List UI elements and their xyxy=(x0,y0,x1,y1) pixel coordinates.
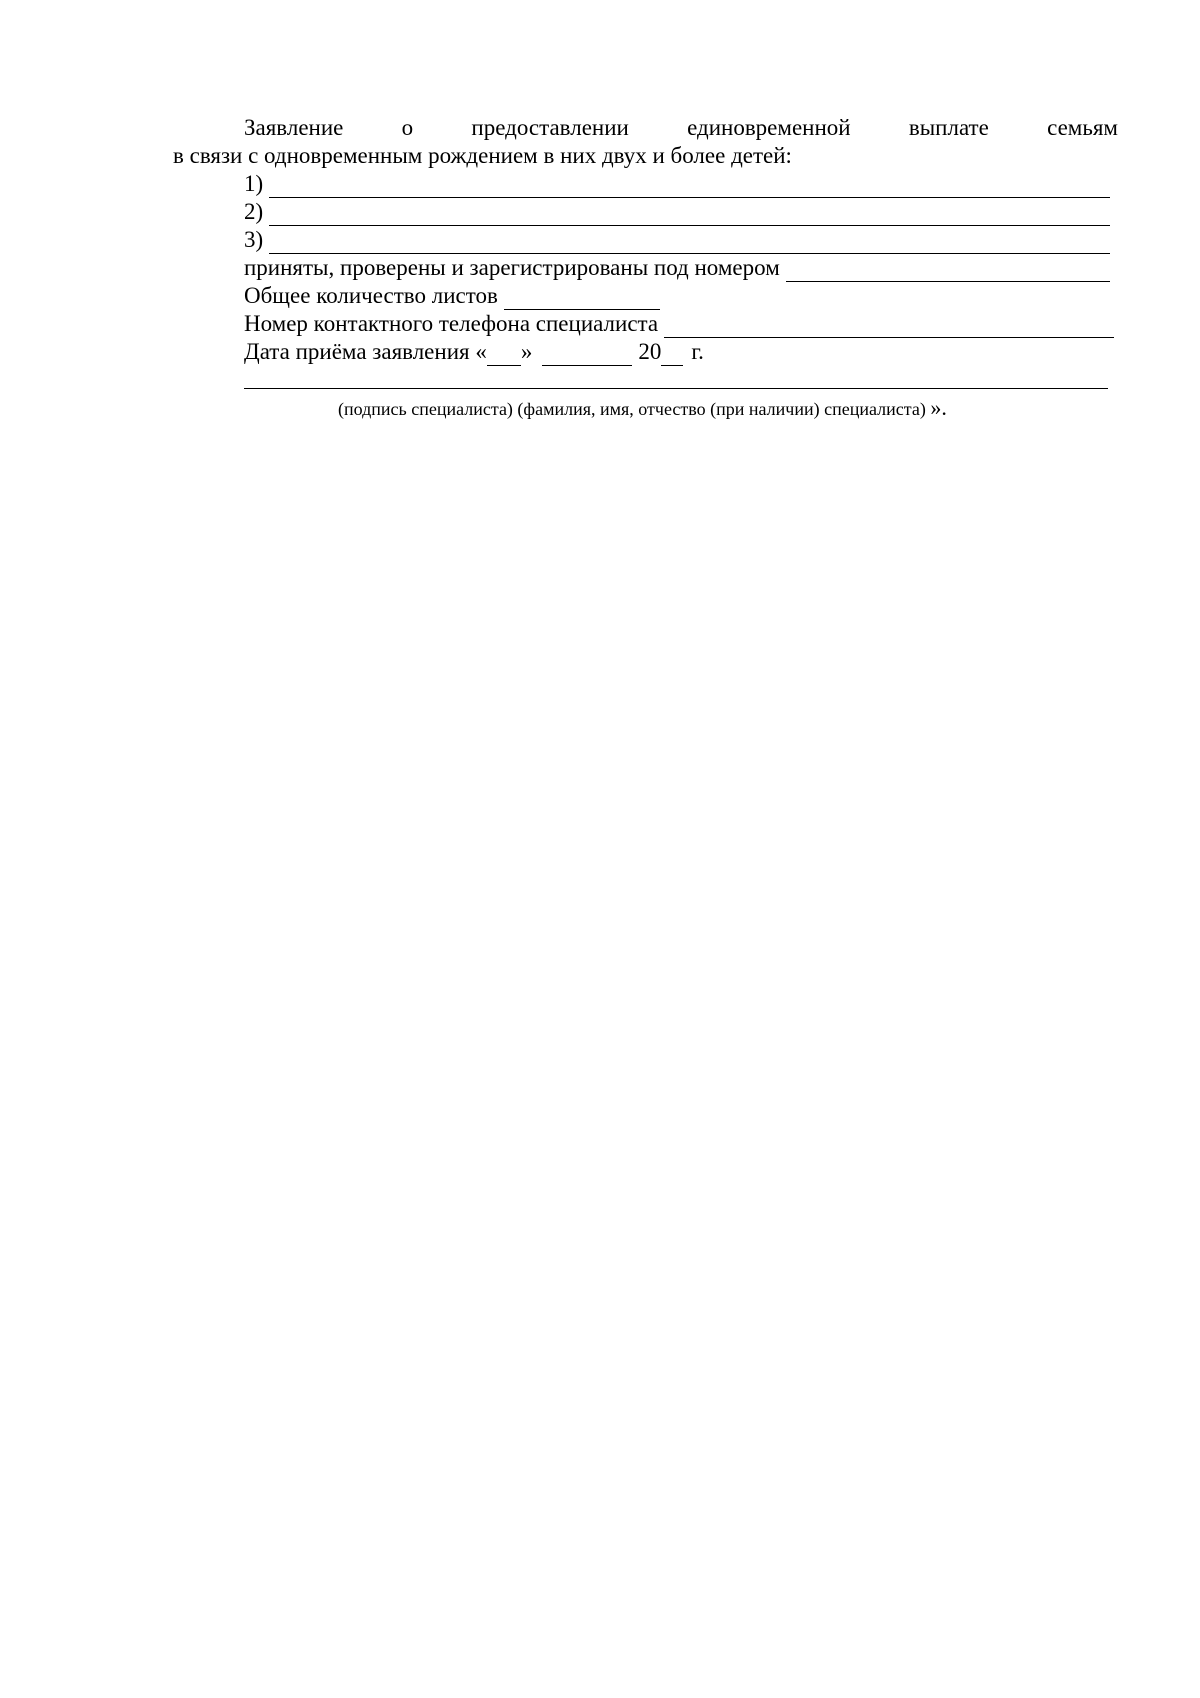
signature-caption xyxy=(338,396,947,421)
date-label: Дата приёма заявления « xyxy=(244,339,487,364)
intro-word: Заявление xyxy=(244,115,344,140)
intro-word: о xyxy=(401,115,414,140)
date-year-prefix: 20 xyxy=(638,339,662,364)
signature-caption-text: (подпись специалиста) (фамилия, имя, отчество (при наличии) специалиста) xyxy=(338,399,926,419)
date-day-blank[interactable] xyxy=(487,343,521,366)
intro-word: выплате xyxy=(908,115,989,140)
intro-word: предоставлении xyxy=(471,115,629,140)
intro-word: семьям xyxy=(1047,115,1118,140)
signature-line[interactable] xyxy=(244,388,1108,389)
numbered-field-2[interactable] xyxy=(244,198,1110,226)
date-year-suffix: г. xyxy=(691,339,704,364)
signature-caption-end: ». xyxy=(930,395,947,420)
numbered-field-3[interactable] xyxy=(244,226,1110,254)
item-blank-line[interactable] xyxy=(269,175,1110,198)
item-number: 2) xyxy=(244,199,264,224)
item-number: 1) xyxy=(244,171,264,196)
sheets-label: Общее количество листов xyxy=(244,283,498,308)
date-row xyxy=(244,338,704,366)
registration-row xyxy=(244,254,1110,282)
date-close-quote: » xyxy=(520,339,533,364)
intro-continuation: в связи с одновременным рождением в них двух и более детей: xyxy=(173,143,792,168)
sheets-count-blank[interactable] xyxy=(504,287,660,310)
registration-number-blank[interactable] xyxy=(786,259,1110,282)
intro-word: единовременной xyxy=(687,115,851,140)
date-month-blank[interactable] xyxy=(542,343,632,366)
phone-label: Номер контактного телефона специалиста xyxy=(244,311,659,336)
phone-blank[interactable] xyxy=(664,315,1114,338)
sheets-row xyxy=(244,282,660,310)
phone-row xyxy=(244,310,1114,338)
intro-heading-line xyxy=(244,114,1118,142)
item-blank-line[interactable] xyxy=(269,203,1110,226)
date-year-blank[interactable] xyxy=(661,343,683,366)
numbered-field-1[interactable] xyxy=(244,170,1110,198)
item-number: 3) xyxy=(244,227,264,252)
registered-label: приняты, проверены и зарегистрированы под номером xyxy=(244,255,780,280)
item-blank-line[interactable] xyxy=(269,231,1110,254)
